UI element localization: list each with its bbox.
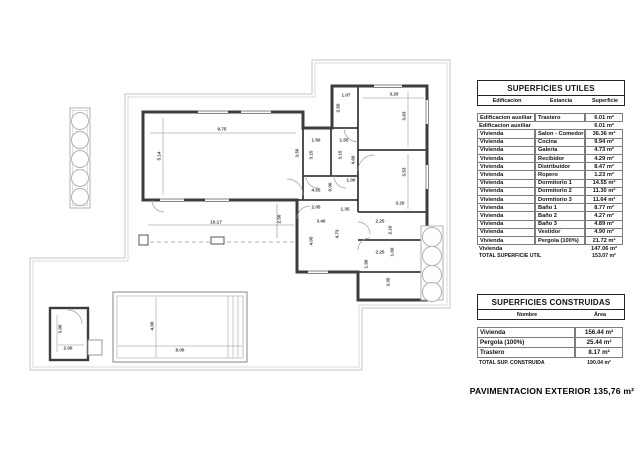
tree-icon: [72, 113, 89, 130]
dimension-label: 4.55: [311, 187, 321, 193]
dimension-label: 2.50: [335, 103, 341, 113]
dimension-label: 1.90: [363, 259, 369, 269]
tree-icon: [423, 283, 442, 302]
swimming-pool: [113, 292, 247, 362]
table-cell: Recibidor: [535, 154, 585, 163]
porch-area: [139, 204, 297, 245]
table-row: [477, 245, 625, 252]
pergola-column: [139, 235, 148, 245]
pergola-column: [211, 237, 224, 244]
table-cell: 4.29 m²: [585, 154, 623, 163]
table-cell: 36.36 m²: [585, 129, 623, 138]
tree-icon: [423, 228, 442, 247]
dimension-label: 8.00: [175, 347, 185, 353]
table-cell: 9.94 m²: [585, 138, 623, 147]
table-row: [477, 122, 625, 129]
dimension-label: 3.40: [316, 218, 326, 224]
dimension-label: 2.25: [375, 249, 385, 255]
table-cell: Dormitorio 1: [535, 179, 585, 188]
table-row: [477, 347, 625, 358]
table-cell: Vivienda: [477, 203, 535, 212]
dimension-label: 2.05: [311, 204, 321, 210]
table-cell: 153.07 m²: [592, 252, 616, 259]
dimension-label: 9.75: [217, 126, 227, 132]
tree-icon: [72, 189, 89, 206]
table-cell: Dormitorio 2: [535, 187, 585, 196]
dimension-label: 1.35: [340, 206, 350, 212]
dimension-label: 0.90: [327, 182, 333, 192]
table-gap: [477, 320, 625, 327]
tree-icon: [72, 132, 89, 149]
dimension-label: 5.14: [156, 151, 162, 161]
exterior-wall: [143, 86, 427, 300]
utiles-table-header: [477, 96, 625, 106]
dimension-label: 3.15: [337, 150, 343, 160]
planter-left: [70, 108, 90, 208]
table-cell: Galeria: [535, 146, 585, 155]
table-gap: [477, 106, 625, 113]
table-cell: Ropero: [535, 170, 585, 179]
table-cell: Edificacion auxiliar: [477, 113, 535, 122]
table-cell: Dormitorio 3: [535, 195, 585, 204]
dimension-label: 3.20: [389, 91, 399, 97]
table-cell: 11.30 m²: [585, 187, 623, 196]
table-cell: 6.01 m²: [585, 113, 623, 122]
table-cell: Baño 1: [535, 203, 585, 212]
table-cell: 1.23 m²: [585, 170, 623, 179]
table-cell: 4.89 m²: [585, 220, 623, 229]
dimension-label: 2.50: [276, 214, 282, 224]
tree-icon: [72, 170, 89, 187]
table-cell: 4.27 m²: [585, 211, 623, 220]
dimension-label: 1.60: [389, 247, 395, 257]
dimension-label: 4.60: [350, 155, 356, 165]
utiles-table-rows: [477, 113, 625, 260]
table-cell: Vivienda: [477, 236, 535, 245]
table-cell: Baño 2: [535, 211, 585, 220]
table-cell: Salon - Comedor: [535, 129, 585, 138]
table-cell: Baño 3: [535, 220, 585, 229]
tree-icon: [423, 266, 442, 285]
planter-right: [421, 226, 443, 302]
tree-icon: [423, 247, 442, 266]
dimension-label: 10.17: [210, 219, 222, 225]
column-header: Estancia: [549, 97, 573, 104]
construidas-table-header: [477, 310, 625, 320]
column-header: Superficie: [591, 97, 619, 104]
dimension-label: 2.10: [387, 225, 393, 235]
table-cell: Vivienda: [477, 129, 535, 138]
table-cell: 8.77 m²: [585, 203, 623, 212]
dimension-label: 3.63: [401, 111, 407, 121]
table-cell: Vivienda: [477, 220, 535, 229]
pavimentacion-exterior-label: PAVIMENTACION EXTERIOR 135,76 m²: [469, 386, 635, 396]
table-cell: 190.04 m²: [587, 359, 611, 366]
dimension-label: 3.53: [401, 167, 407, 177]
table-cell: Vivienda: [477, 179, 535, 188]
table-cell: 6.01 m²: [594, 122, 614, 129]
table-cell: TOTAL SUPERFICIE UTIL: [479, 252, 542, 259]
construidas-table-rows: [477, 327, 625, 367]
table-cell: Trastero: [535, 113, 585, 122]
table-cell: 4.90 m²: [585, 228, 623, 237]
dimension-label: 4.05: [308, 236, 314, 246]
table-cell: Edificacion auxiliar: [479, 122, 531, 129]
table-cell: Vivienda: [479, 245, 503, 252]
table-row: [477, 236, 625, 245]
table-cell: Pergola (100%): [535, 236, 585, 245]
table-cell: Distribuidor: [535, 162, 585, 171]
column-header: Área: [594, 311, 606, 318]
house-walls: [143, 86, 427, 300]
table-cell: Pergola (100%): [477, 337, 575, 348]
table-cell: 147.06 m²: [591, 245, 617, 252]
table-cell: 8.47 m²: [585, 162, 623, 171]
table-row: [477, 113, 625, 122]
utiles-table-title: SUPERFICIES UTILES: [477, 80, 625, 96]
table-row: [477, 252, 625, 259]
superficies-construidas-table: [477, 294, 625, 367]
dimension-label: 1.55: [339, 137, 349, 143]
table-cell: 4.73 m²: [585, 146, 623, 155]
table-cell: Vivienda: [477, 228, 535, 237]
table-cell: 14.55 m²: [585, 179, 623, 188]
table-cell: Cocina: [535, 138, 585, 147]
superficies-utiles-table: [477, 80, 625, 260]
table-cell: Vivienda: [477, 162, 535, 171]
table-cell: 21.72 m²: [585, 236, 623, 245]
column-header: Edificacion: [492, 97, 522, 104]
dimension-label: 1.07: [341, 92, 351, 98]
dimension-label: 4.00: [149, 321, 155, 331]
dimension-label: 3.15: [308, 150, 314, 160]
table-cell: Trastero: [477, 347, 575, 358]
dimension-label: 3.20: [395, 200, 405, 206]
dimension-label: 4.73: [334, 229, 340, 239]
table-cell: Vivienda: [477, 138, 535, 147]
table-row: [477, 358, 625, 367]
tree-icon: [72, 151, 89, 168]
table-cell: Vivienda: [477, 187, 535, 196]
dimension-label: 3.50: [294, 148, 300, 158]
table-cell: Vivienda: [477, 195, 535, 204]
table-cell: 25.44 m²: [575, 337, 623, 348]
table-cell: 8.17 m²: [575, 347, 623, 358]
table-cell: Vivienda: [477, 327, 575, 338]
pool-steps: [228, 296, 243, 358]
construidas-table-title: SUPERFICIES CONSTRUIDAS: [477, 294, 625, 310]
table-cell: Vivienda: [477, 170, 535, 179]
dimension-label: 1.00: [346, 177, 356, 183]
dimension-label: 3.00: [57, 324, 63, 334]
table-cell: Vestidor: [535, 228, 585, 237]
table-cell: Vivienda: [477, 146, 535, 155]
column-header: Nombre: [516, 311, 538, 318]
dimension-label: 3.35: [385, 277, 391, 287]
table-cell: 11.64 m²: [585, 195, 623, 204]
dimension-label: 2.00: [63, 345, 73, 351]
dimension-label: 2.25: [375, 218, 385, 224]
table-cell: Vivienda: [477, 211, 535, 220]
table-cell: TOTAL SUP. CONSTRUIDA: [479, 359, 545, 366]
trastero-building: [50, 308, 102, 360]
table-cell: Vivienda: [477, 154, 535, 163]
dimension-label: 1.50: [311, 137, 321, 143]
table-cell: 156.44 m²: [575, 327, 623, 338]
